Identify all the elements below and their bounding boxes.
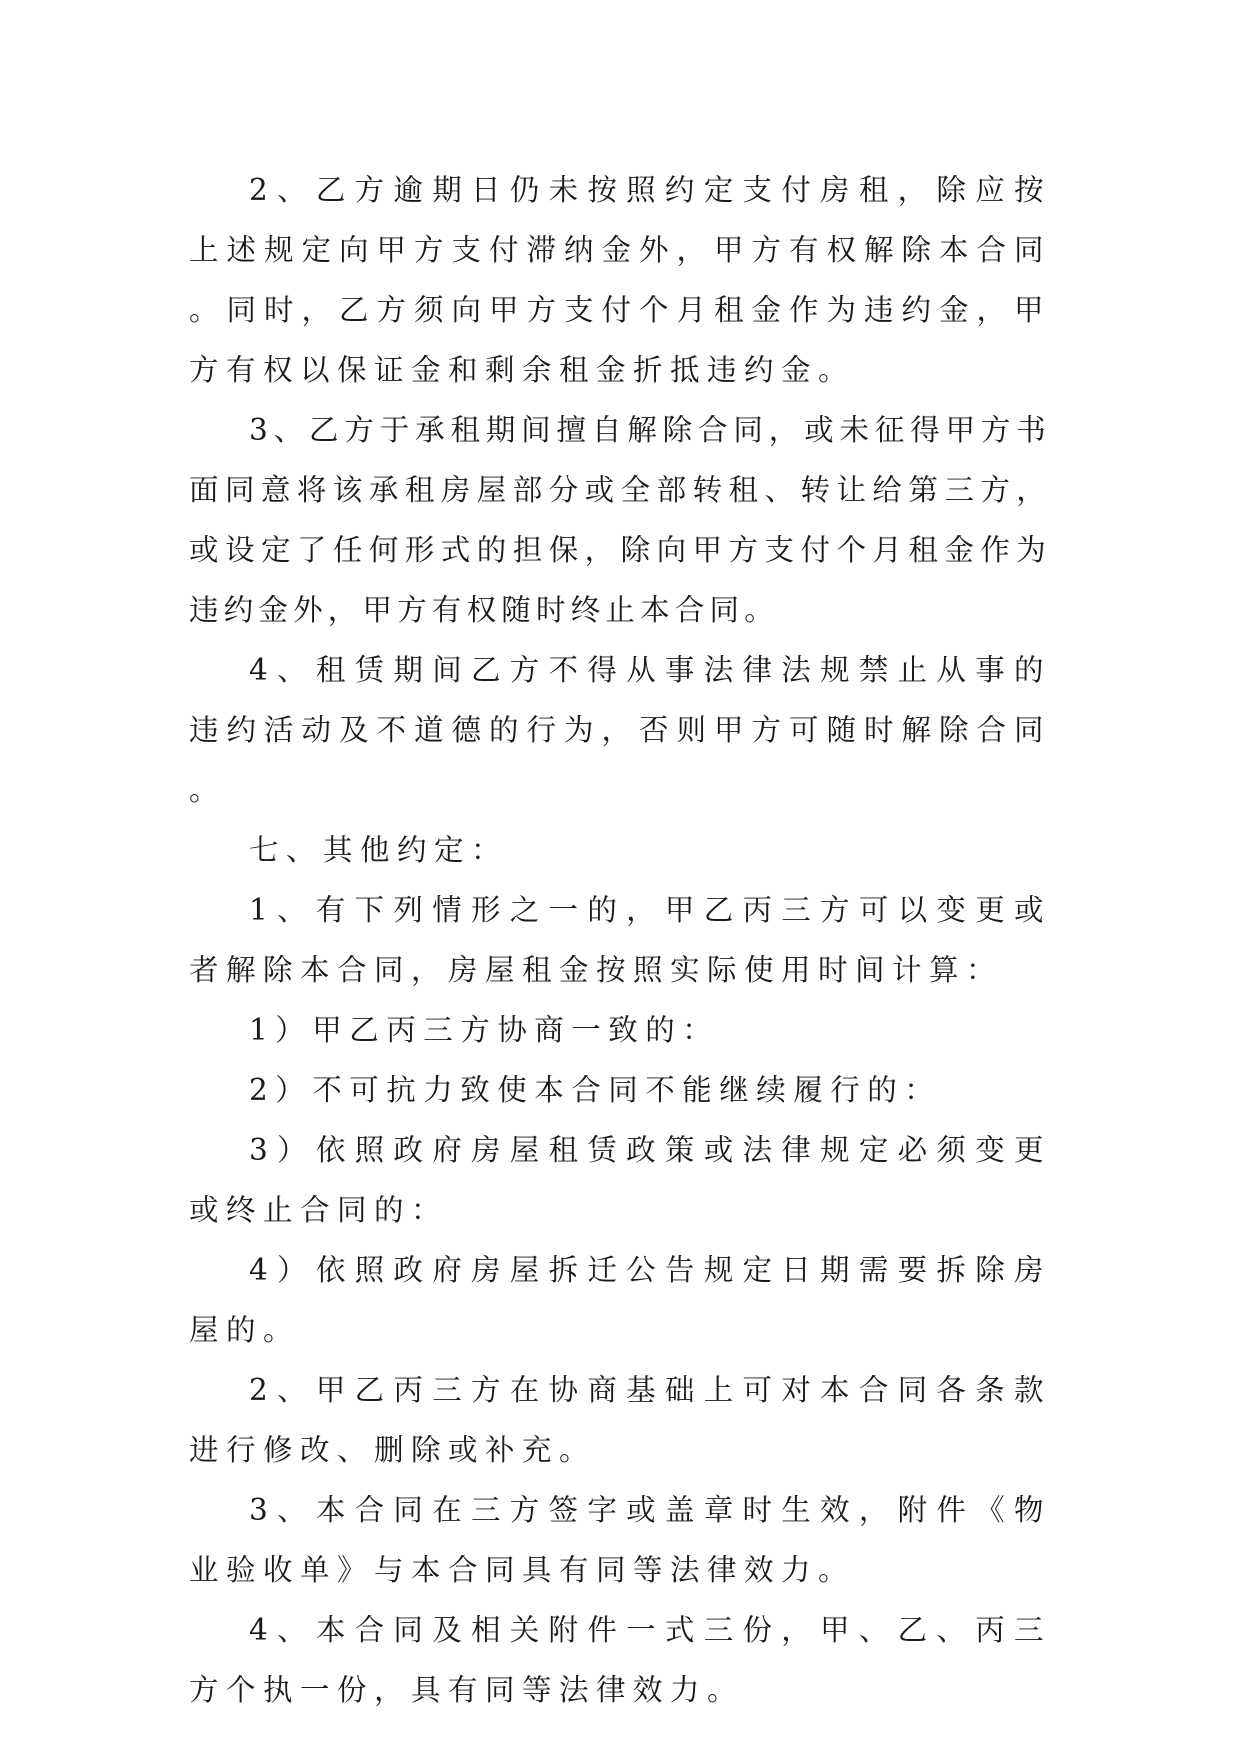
list-item: 2）不可抗力致使本合同不能继续履行的： [249,1073,942,1107]
section-heading: 七、其他约定： [249,833,509,867]
clause-paragraph: 2、乙方逾期日仍未按照约定支付房租，除应按上述规定向甲方支付滞纳金外，甲方有权解除本合同。同时，乙方须向甲方支付个月租金作为违约金，甲方有权以保证金和剩余租金折抵违约金。 [189,173,1051,387]
clause-paragraph: 1、有下列情形之一的，甲乙丙三方可以变更或者解除本合同，房屋租金按照实际使用时间计算： [189,893,1051,987]
clause-paragraph: 3、乙方于承租期间擅自解除合同，或未征得甲方书面同意将该承租房屋部分或全部转租、转让给第三方，或设定了任何形式的担保，除向甲方支付个月租金作为违约金外，甲方有权随时终止本合同。 [189,413,1051,627]
list-item: 1）甲乙丙三方协商一致的： [249,1013,720,1047]
list-item: 4）依照政府房屋拆迁公告规定日期需要拆除房屋的。 [189,1253,1051,1347]
clause-paragraph: 4、本合同及相关附件一式三份，甲、乙、丙三方个执一份，具有同等法律效力。 [189,1613,1051,1707]
list-item: 3）依照政府房屋租赁政策或法律规定必须变更或终止合同的： [189,1133,1051,1227]
document-body [189,160,1051,1720]
clause-paragraph: 3、本合同在三方签字或盖章时生效，附件《物业验收单》与本合同具有同等法律效力。 [189,1493,1051,1587]
clause-paragraph: 4、租赁期间乙方不得从事法律法规禁止从事的违约活动及不道德的行为，否则甲方可随时解除合同。 [189,653,1051,807]
clause-paragraph: 2、甲乙丙三方在协商基础上可对本合同各条款进行修改、删除或补充。 [189,1373,1051,1467]
